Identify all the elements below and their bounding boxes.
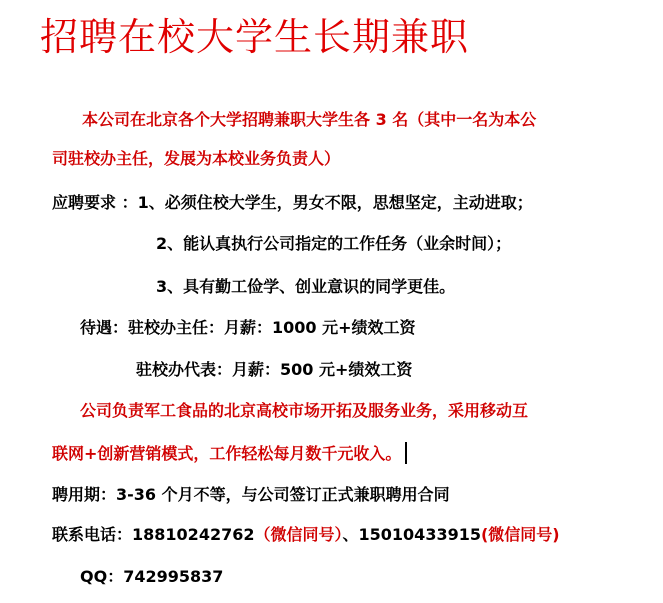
contact-label: 联系电话： [52, 525, 133, 544]
pay-rep: 驻校办代表：月薪：500 元+绩效工资 [136, 360, 413, 379]
phone-2-note: (微信同号) [480, 525, 560, 544]
phone-separator: 、 [342, 525, 359, 544]
contact-row [52, 525, 560, 545]
phone-1-note: （微信同号） [254, 525, 343, 544]
requirement-item-3: 3、具有勤工俭学、创业意识的同学更佳。 [156, 277, 456, 296]
page-title: 招聘在校大学生长期兼职 [40, 15, 470, 59]
term: 聘用期：3-36 个月不等，与公司签订正式兼职聘用合同 [52, 485, 450, 504]
business-line-2 [52, 442, 407, 464]
pay-director: 驻校办主任：月薪：1000 元+绩效工资 [128, 318, 416, 337]
requirement-item-1: 1、必须住校大学生，男女不限，思想坚定，主动进取； [137, 193, 533, 212]
phone-2: 15010433915 [358, 525, 481, 544]
business-line-1: 公司负责军工食品的北京高校市场开拓及服务业务，采用移动互 [80, 401, 529, 420]
requirements-label: 应聘要求 ： [52, 193, 138, 212]
pay-row-1 [80, 318, 416, 338]
text-cursor [405, 442, 407, 464]
phone-1: 18810242762 [132, 525, 255, 544]
intro-line-1: 本公司在北京各个大学招聘兼职大学生各 3 名（其中一名为本公 [82, 110, 537, 129]
requirement-item-2: 2、能认真执行公司指定的工作任务（业余时间）； [156, 234, 512, 253]
qq-contact: QQ：742995837 [80, 567, 224, 586]
intro-line-2: 司驻校办主任，发展为本校业务负责人） [52, 149, 341, 168]
business-line-2-text: 联网+创新营销模式，工作轻松每月数千元收入。 [52, 444, 402, 463]
requirements-row-1 [52, 193, 533, 213]
pay-label: 待遇： [80, 318, 129, 337]
